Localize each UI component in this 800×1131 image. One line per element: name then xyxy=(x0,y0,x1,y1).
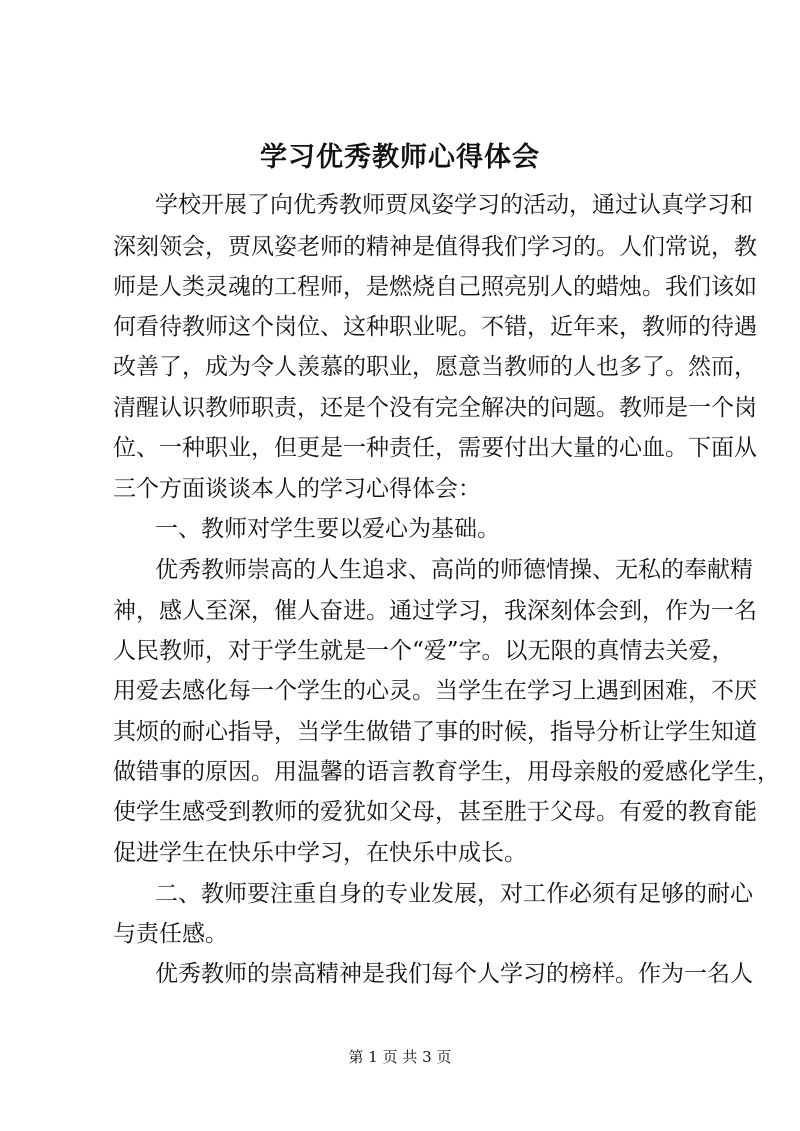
section-heading: 二、教师要注重自身的专业发展，对工作必须有足够的耐心 xyxy=(155,881,753,907)
document-title: 学习优秀教师心得体会 xyxy=(260,142,540,173)
paragraph-line: 人民教师，对于学生就是一个“爱”字。以无限的真情去关爱， xyxy=(113,638,735,664)
paragraph-line: 位、一种职业，但更是一种责任，需要付出大量的心血。下面从 xyxy=(113,435,757,461)
paragraph-line: 做错事的原因。用温馨的语言教育学生，用母亲般的爱感化学生， xyxy=(113,759,780,785)
page-number-footer: 第 1 页 共 3 页 xyxy=(348,1048,452,1066)
paragraph-line: 用爱去感化每一个学生的心灵。当学生在学习上遇到困难，不厌 xyxy=(113,678,757,704)
paragraph-line: 何看待教师这个岗位、这种职业呢。不错，近年来，教师的待遇 xyxy=(113,314,757,340)
paragraph-line: 使学生感受到教师的爱犹如父母，甚至胜于父母。有爱的教育能 xyxy=(113,799,757,825)
paragraph-line: 改善了，成为令人羡慕的职业，愿意当教师的人也多了。然而， xyxy=(113,354,757,380)
paragraph-line: 三个方面谈谈本人的学习心得体会： xyxy=(113,476,481,502)
paragraph-line: 深刻领会，贾凤姿老师的精神是值得我们学习的。人们常说，教 xyxy=(113,234,757,260)
paragraph-line: 其烦的耐心指导，当学生做错了事的时候，指导分析让学生知道 xyxy=(113,719,757,745)
paragraph-line: 清醒认识教师职责，还是个没有完全解决的问题。教师是一个岗 xyxy=(113,395,757,421)
paragraph-line: 学校开展了向优秀教师贾凤姿学习的活动，通过认真学习和 xyxy=(155,192,753,218)
section-heading: 一、教师对学生要以爱心为基础。 xyxy=(155,516,500,542)
paragraph-line: 师是人类灵魂的工程师，是燃烧自己照亮别人的蜡烛。我们该如 xyxy=(113,274,757,300)
paragraph-line: 优秀教师崇高的人生追求、高尚的师德情操、无私的奉献精 xyxy=(155,557,753,583)
paragraph-line: 促进学生在快乐中学习，在快乐中成长。 xyxy=(113,840,527,866)
section-heading: 与责任感。 xyxy=(113,921,228,947)
paragraph-line: 优秀教师的崇高精神是我们每个人学习的榜样。作为一名人 xyxy=(155,961,753,987)
paragraph-line: 神，感人至深，催人奋进。通过学习，我深刻体会到，作为一名 xyxy=(113,598,757,624)
